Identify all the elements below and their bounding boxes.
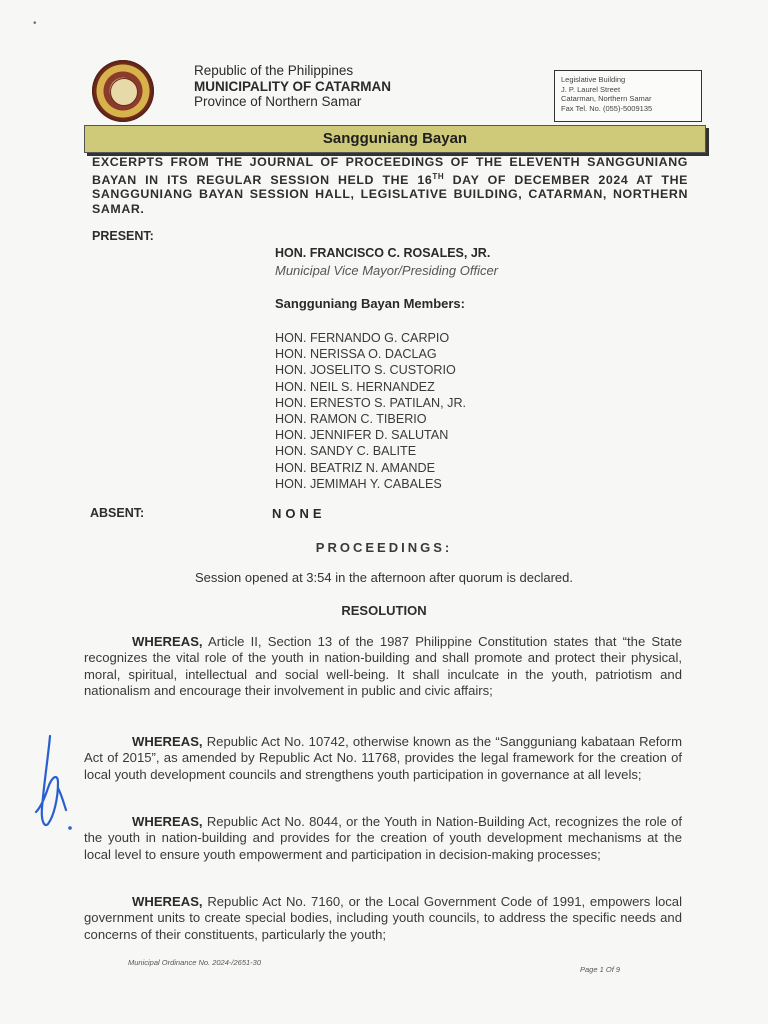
member-item: HON. BEATRIZ N. AMANDE — [275, 460, 436, 475]
member-item: HON. FERNANDO G. CARPIO — [275, 331, 450, 345]
whereas-paragraph — [84, 814, 682, 863]
excerpt-superscript: TH — [432, 171, 445, 181]
member-item: HON. SANDY C. BALITE — [275, 444, 417, 459]
presiding-officer-name: HON. FRANCISCO C. ROSALES, JR. — [275, 246, 491, 260]
address-line: Fax Tel. No. (055)-5009135 — [561, 103, 653, 113]
resolution-title: RESOLUTION — [341, 603, 427, 618]
whereas-lead: WHEREAS, — [132, 634, 203, 649]
member-item: HON. ERNESTO S. PATILAN, JR. — [275, 395, 467, 410]
member-item: HON. RAMON C. TIBERIO — [275, 412, 427, 427]
whereas-text: Republic Act No. 8044, or the Youth in Nation-Building Act, recognizes the role of the youth in nation-building and provides for the creation of youth development mechanisms at the local level to ensure youth empowerment and participation in decision-making processes; — [84, 814, 682, 862]
whereas-text: Republic Act No. 10742, otherwise known as the “Sangguniang kabataan Reform Act of 2015”, as amended by Republic Act No. 11768, provides the legal framework for the creation of local youth development councils and strengthens youth participation in governance at all levels; — [84, 734, 682, 782]
whereas-paragraph — [84, 634, 682, 699]
member-item: HON. NERISSA O. DACLAG — [275, 347, 437, 362]
absent-label: ABSENT: — [90, 506, 145, 520]
address-box — [554, 70, 702, 122]
whereas-text: Article II, Section 13 of the 1987 Philippine Constitution states that “the State recognizes the vital role of the youth in nation-building and shall promote and protect their physical, moral, spiritual, intellectual and social well-being. It shall inculcate in the youth, patriotism and nationalism and encourage their involvement in public and civic affairs; — [84, 634, 682, 698]
sangguniang-banner: Sangguniang Bayan — [84, 125, 706, 153]
header-province: Province of Northern Samar — [194, 94, 362, 109]
presiding-officer-title: Municipal Vice Mayor/Presiding Officer — [275, 263, 499, 278]
address-line: Catarman, Northern Samar — [561, 94, 652, 103]
whereas-paragraph — [84, 734, 682, 783]
member-item: HON. JENNIFER D. SALUTAN — [275, 428, 449, 443]
absent-value: NONE — [272, 506, 326, 521]
header-country: Republic of the Philippines — [194, 63, 354, 78]
journal-excerpt — [92, 155, 688, 217]
members-heading: Sangguniang Bayan Members: — [275, 296, 465, 311]
address-line: J. P. Laurel Street — [561, 84, 621, 94]
address-line: Legislative Building — [561, 75, 626, 84]
whereas-lead: WHEREAS, — [132, 814, 203, 829]
ordinance-number: Municipal Ordinance No. 2024-/2651-30 — [128, 958, 261, 967]
member-item: HON. NEIL S. HERNANDEZ — [275, 379, 435, 394]
header-municipality: MUNICIPALITY OF CATARMAN — [194, 79, 391, 94]
seal-center-icon — [110, 78, 138, 106]
whereas-paragraph — [84, 894, 682, 943]
excerpt-part: EXCERPTS FROM THE JOURNAL OF PROCEEDINGS OF THE ELEVENTH SANGGUNIANG BAYAN IN ITS REGULAR SESSION HELD THE 16 — [92, 155, 688, 187]
present-label: PRESENT: — [92, 229, 154, 243]
scan-speck: • — [33, 18, 37, 29]
whereas-lead: WHEREAS, — [132, 894, 203, 909]
member-item: HON. JEMIMAH Y. CABALES — [275, 476, 442, 491]
signature-initials-icon — [28, 728, 78, 838]
members-list — [275, 330, 466, 492]
session-opened-text: Session opened at 3:54 in the afternoon after quorum is declared. — [195, 570, 573, 585]
proceedings-title: PROCEEDINGS: — [315, 540, 453, 555]
whereas-lead: WHEREAS, — [132, 734, 203, 749]
page-number: Page 1 Of 9 — [580, 965, 621, 974]
member-item: HON. JOSELITO S. CUSTORIO — [275, 363, 456, 378]
whereas-text: Republic Act No. 7160, or the Local Government Code of 1991, empowers local government units to create special bodies, including youth councils, to address the specific needs and concerns of their constituents, particularly the youth; — [84, 894, 682, 942]
excerpt-part: DAY OF DECEMBER 2024 AT THE SANGGUNIANG BAYAN SESSION HALL, LEGISLATIVE BUILDING, CATARMAN, NORTHERN SAMAR. — [92, 172, 688, 216]
